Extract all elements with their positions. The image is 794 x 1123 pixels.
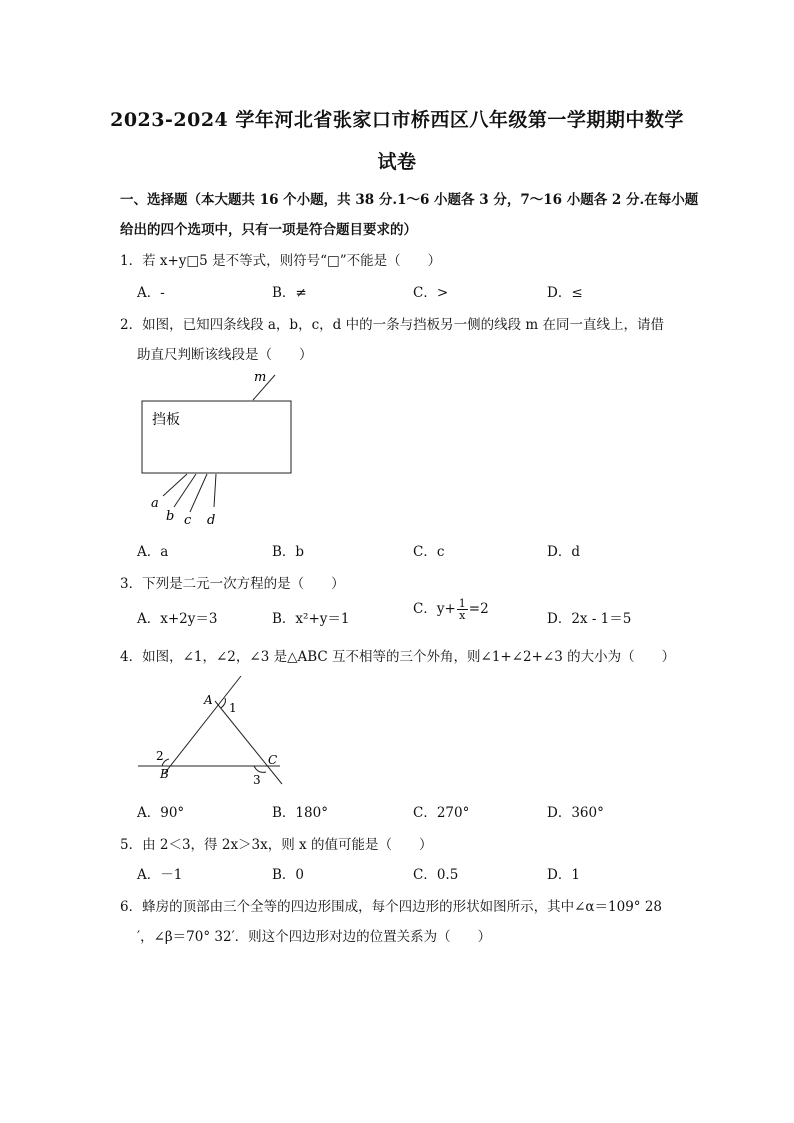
section-heading-line2: 给出的四个选项中，只有一项是符合题目要求的）	[120, 222, 417, 238]
q2-board-label: 挡板	[152, 412, 180, 428]
q1-option-b: B．≠	[272, 285, 307, 301]
q3-option-c-prefix: C．y+	[413, 601, 456, 617]
q3-fraction-denominator: x	[459, 609, 466, 622]
q4-line-ba-extended	[164, 676, 241, 774]
question-4-stem: 4．如图，∠1，∠2，∠3 是△ABC 互不相等的三个外角，则∠1+∠2+∠3 的大小为（ ）	[120, 649, 676, 665]
q4-option-b: B．180°	[272, 805, 328, 821]
q2-board-figure	[130, 364, 310, 534]
question-2-stem-line1: 2．如图，已知四条线段 a，b，c，d 中的一条与挡板另一侧的线段 m 在同一直线上，请借	[120, 317, 664, 333]
question-5-stem: 5．由 2＜3，得 2x＞3x，则 x 的值可能是（ ）	[120, 837, 433, 853]
doc-title-line1: 2023-2024 学年河北省张家口市桥西区八年级第一学期期中数学	[110, 109, 684, 131]
q2-line-d	[214, 474, 216, 507]
q3-option-a: A．x+2y＝3	[137, 611, 218, 627]
doc-title-line2: 试卷	[377, 151, 417, 173]
q2-label-c: c	[184, 513, 192, 528]
q5-option-a: A．－1	[137, 867, 183, 883]
q5-option-b: B．0	[272, 867, 305, 883]
q4-label-3: 3	[253, 773, 261, 787]
q2-option-b: B．b	[272, 544, 305, 560]
question-2-stem-line2: 助直尺判断该线段是（ ）	[137, 347, 313, 363]
q4-line-ac-extended	[215, 701, 282, 784]
q5-option-d: D．1	[547, 867, 580, 883]
q3-option-c-fraction	[457, 598, 468, 621]
q1-option-a: A．-	[137, 285, 165, 301]
q2-label-m: m	[254, 370, 267, 385]
q4-option-a: A．90°	[137, 805, 185, 821]
q2-label-b: b	[166, 509, 175, 524]
q4-label-1: 1	[229, 701, 237, 715]
q4-label-b: B	[160, 767, 169, 781]
q4-label-c: C	[268, 753, 278, 767]
q2-label-d: d	[207, 513, 216, 528]
q4-option-c: C．270°	[413, 805, 470, 821]
q4-angle-3-arc	[254, 766, 266, 772]
q3-option-c-suffix: =2	[468, 601, 489, 617]
question-6-stem-line1: 6．蜂房的顶部由三个全等的四边形围成，每个四边形的形状如图所示，其中∠α＝109° 28	[120, 899, 663, 915]
q4-triangle-figure	[130, 668, 300, 793]
question-3-stem: 3．下列是二元一次方程的是（ ）	[120, 576, 345, 592]
q3-option-d: D．2x - 1＝5	[547, 611, 632, 627]
q2-option-d: D．d	[547, 544, 580, 560]
q1-option-d: D．≤	[547, 285, 583, 301]
q3-option-c	[413, 597, 489, 621]
q2-label-a: a	[151, 496, 159, 511]
q4-angle-1-arc	[221, 698, 226, 708]
q4-option-d: D．360°	[547, 805, 604, 821]
q2-option-a: A．a	[137, 544, 169, 560]
question-1-stem: 1．若 x+y□5 是不等式，则符号“□”不能是（ ）	[120, 253, 442, 269]
q4-label-2: 2	[156, 749, 164, 763]
section-heading-line1: 一、选择题（本大题共 16 个小题，共 38 分.1～6 小题各 3 分，7～16 小题各 2 分.在每小题	[120, 192, 699, 208]
q4-label-a: A	[204, 693, 213, 707]
q3-option-b: B．x²+y＝1	[272, 611, 350, 627]
q1-option-c: C．>	[413, 285, 449, 301]
q2-line-b	[174, 474, 196, 507]
q5-option-c: C．0.5	[413, 867, 459, 883]
q3-fraction-numerator: 1	[458, 597, 466, 610]
question-6-stem-line2: ′，∠β＝70° 32′．则这个四边形对边的位置关系为（ ）	[137, 929, 492, 945]
q2-option-c: C．c	[413, 544, 445, 560]
